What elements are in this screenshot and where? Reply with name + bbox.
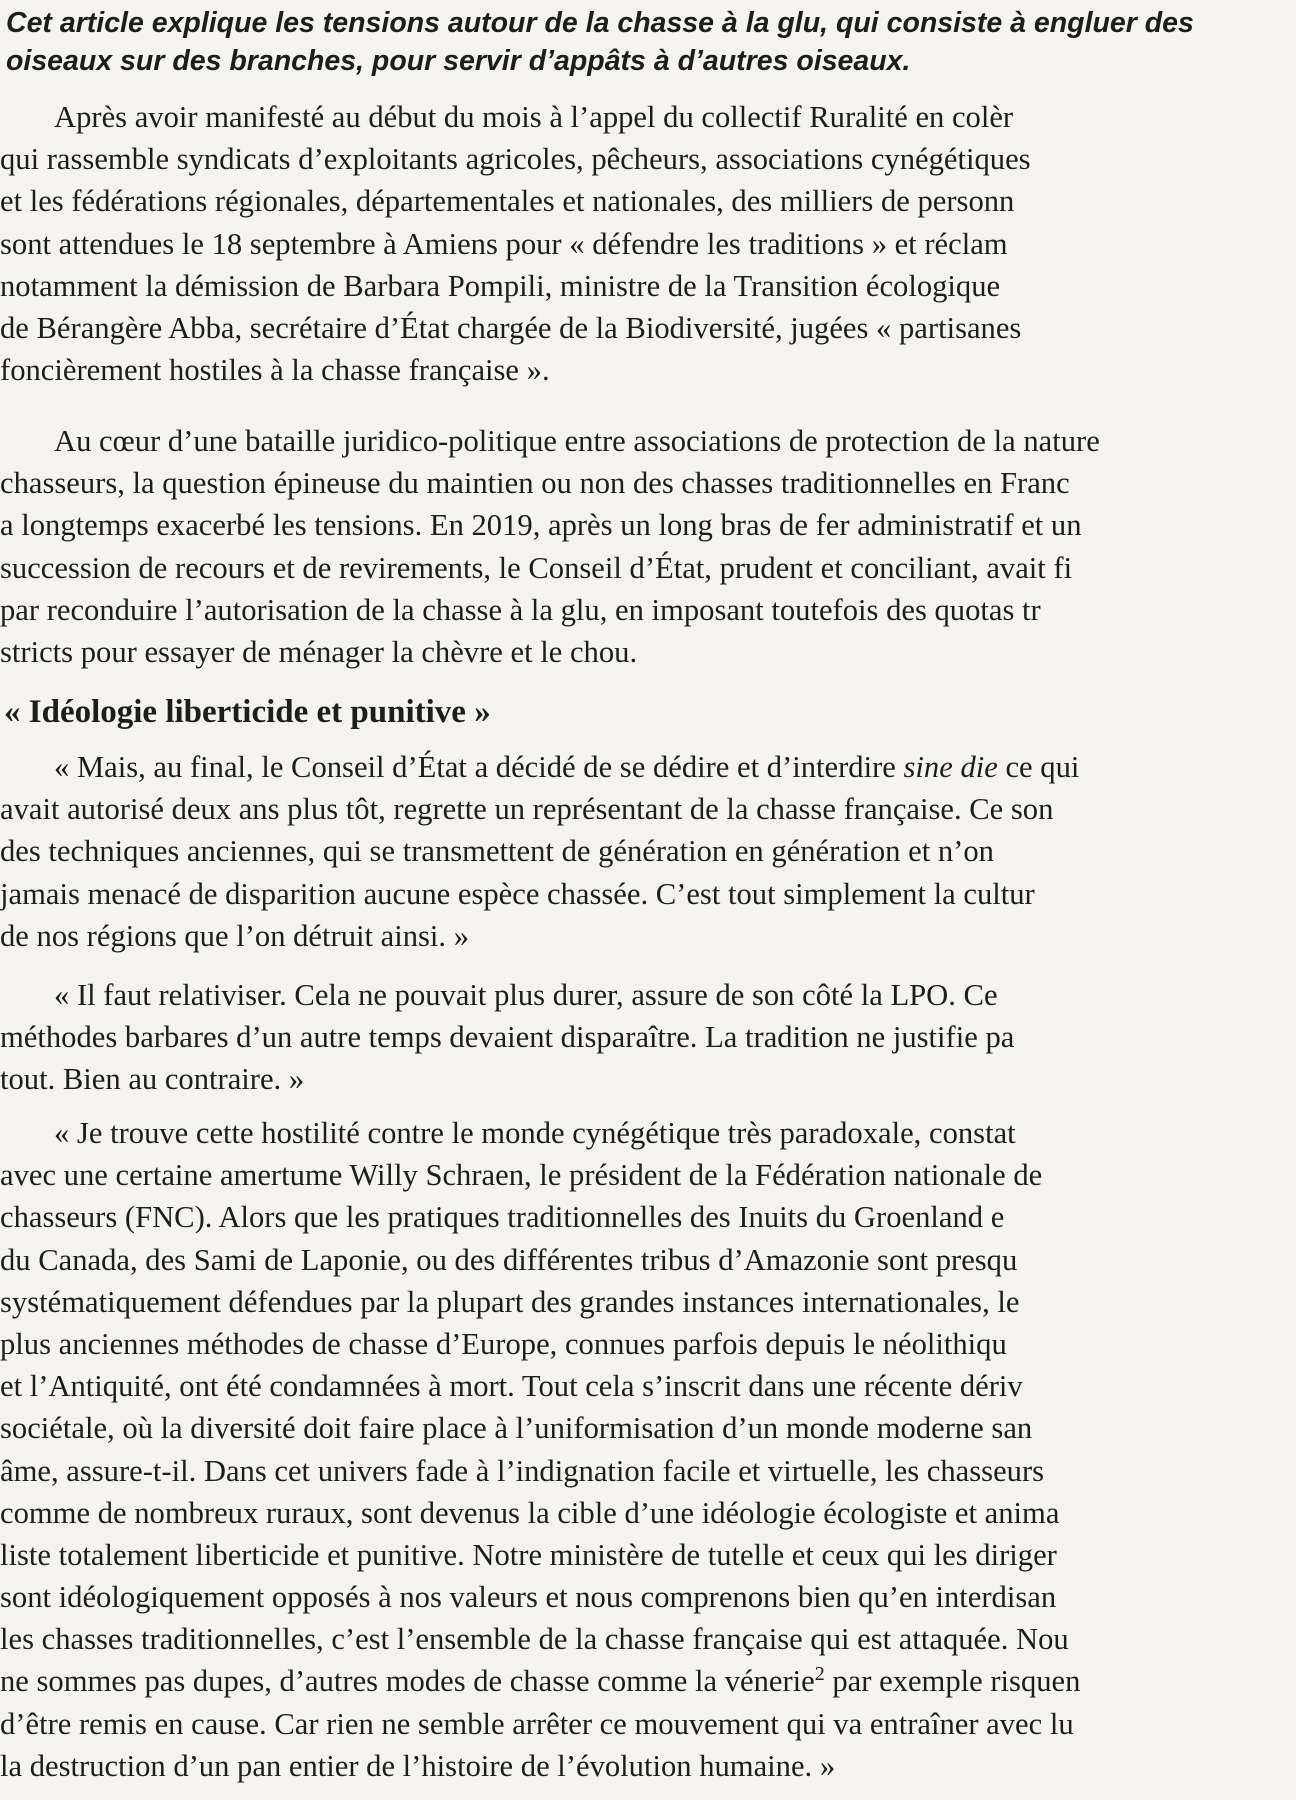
intro-summary	[6, 4, 1296, 80]
text-line: avait autorisé deux ans plus tôt, regrette un représentant de la chasse française. Ce son	[0, 792, 1054, 827]
text-line: de nos régions que l’on détruit ainsi. »	[0, 918, 470, 953]
intro-line: Cet article explique les tensions autour de la chasse à la glu, qui consiste à engluer des	[6, 7, 1194, 39]
intro-line: oiseaux sur des branches, pour servir d’appâts à d’autres oiseaux.	[6, 45, 911, 77]
text-line: comme de nombreux ruraux, sont devenus la cible d’une idéologie écologiste et anima	[0, 1495, 1060, 1530]
text-run: ne sommes pas dupes, d’autres modes de chasse comme la vénerie	[0, 1664, 815, 1699]
text-run: par exemple risquen	[824, 1664, 1081, 1699]
text-line: la destruction d’un pan entier de l’histoire de l’évolution humaine. »	[0, 1748, 836, 1783]
text-line: a longtemps exacerbé les tensions. En 2019, après un long bras de fer administratif et un	[0, 508, 1082, 543]
paragraph-3	[0, 746, 1296, 957]
text-line: « Je trouve cette hostilité contre le monde cynégétique très paradoxale, constat	[54, 1116, 1016, 1150]
text-line: et les fédérations régionales, départementales et nationales, des milliers de personn	[0, 184, 1015, 219]
footnote-marker: 2	[814, 1663, 825, 1686]
text-line: Après avoir manifesté au début du mois à l’appel du collectif Ruralité en colèr	[54, 100, 1014, 134]
text-run: ce qui	[997, 750, 1080, 784]
text-line: jamais menacé de disparition aucune espèce chassée. C’est tout simplement la cultur	[0, 876, 1035, 911]
text-line	[0, 746, 1296, 788]
text-line: systématiquement défendues par la plupart des grandes instances internationales, le	[0, 1284, 1020, 1319]
text-line: succession de recours et de revirements, le Conseil d’État, prudent et conciliant, avait fi	[0, 550, 1073, 585]
text-line: sociétale, où la diversité doit faire place à l’uniformisation d’un monde moderne san	[0, 1411, 1033, 1446]
text-line: stricts pour essayer de ménager la chèvre et le chou.	[0, 634, 638, 669]
text-line: âme, assure-t-il. Dans cet univers fade à l’indignation facile et virtuelle, les chasseurs	[0, 1453, 1045, 1488]
text-line: les chasses traditionnelles, c’est l’ensemble de la chasse française qui est attaquée. Nou	[0, 1622, 1069, 1657]
paragraph-2	[0, 420, 1296, 673]
text-line: tout. Bien au contraire. »	[0, 1062, 305, 1097]
section-heading: « Idéologie liberticide et punitive »	[4, 694, 491, 730]
text-line: d’être remis en cause. Car rien ne semble arrêter ce mouvement qui va entraîner avec lu	[0, 1706, 1074, 1741]
text-line: par reconduire l’autorisation de la chasse à la glu, en imposant toutefois des quotas tr	[0, 592, 1041, 627]
text-line: des techniques anciennes, qui se transmettent de génération en génération et n’on	[0, 834, 994, 869]
text-line: qui rassemble syndicats d’exploitants agricoles, pêcheurs, associations cynégétiques	[0, 142, 1031, 177]
text-line: chasseurs (FNC). Alors que les pratiques traditionnelles des Inuits du Groenland e	[0, 1200, 1005, 1235]
text-line: liste totalement liberticide et punitive. Notre ministère de tutelle et ceux qui les diriger	[0, 1537, 1057, 1572]
text-run: « Mais, au final, le Conseil d’État a décidé de se dédire et d’interdire	[54, 750, 904, 784]
text-line	[0, 1660, 1296, 1702]
text-line: notamment la démission de Barbara Pompili, ministre de la Transition écologique	[0, 268, 1001, 303]
text-line: chasseurs, la question épineuse du maintien ou non des chasses traditionnelles en Franc	[0, 466, 1070, 501]
text-line: méthodes barbares d’un autre temps devaient disparaître. La tradition ne justifie pa	[0, 1020, 1015, 1055]
text-line: avec une certaine amertume Willy Schraen, le président de la Fédération nationale de	[0, 1158, 1043, 1193]
text-line: plus anciennes méthodes de chasse d’Europe, connues parfois depuis le néolithiqu	[0, 1326, 1007, 1361]
text-line: et l’Antiquité, ont été condamnées à mort. Tout cela s’inscrit dans une récente dériv	[0, 1369, 1023, 1404]
text-line: sont attendues le 18 septembre à Amiens pour « défendre les traditions » et réclam	[0, 226, 1008, 261]
text-line: « Il faut relativiser. Cela ne pouvait plus durer, assure de son côté la LPO. Ce	[54, 978, 998, 1012]
text-line: Au cœur d’une bataille juridico-politique entre associations de protection de la nature	[54, 424, 1100, 458]
italic-phrase: sine die	[903, 750, 998, 784]
text-line: foncièrement hostiles à la chasse française ».	[0, 353, 550, 388]
text-line: du Canada, des Sami de Laponie, ou des différentes tribus d’Amazonie sont presqu	[0, 1242, 1018, 1277]
text-line: sont idéologiquement opposés à nos valeurs et nous comprenons bien qu’en interdisan	[0, 1580, 1057, 1615]
text-line: de Bérangère Abba, secrétaire d’État chargée de la Biodiversité, jugées « partisanes	[0, 310, 1022, 345]
paragraph-1	[0, 96, 1296, 391]
paragraph-5	[0, 1112, 1296, 1787]
paragraph-4	[0, 974, 1296, 1101]
